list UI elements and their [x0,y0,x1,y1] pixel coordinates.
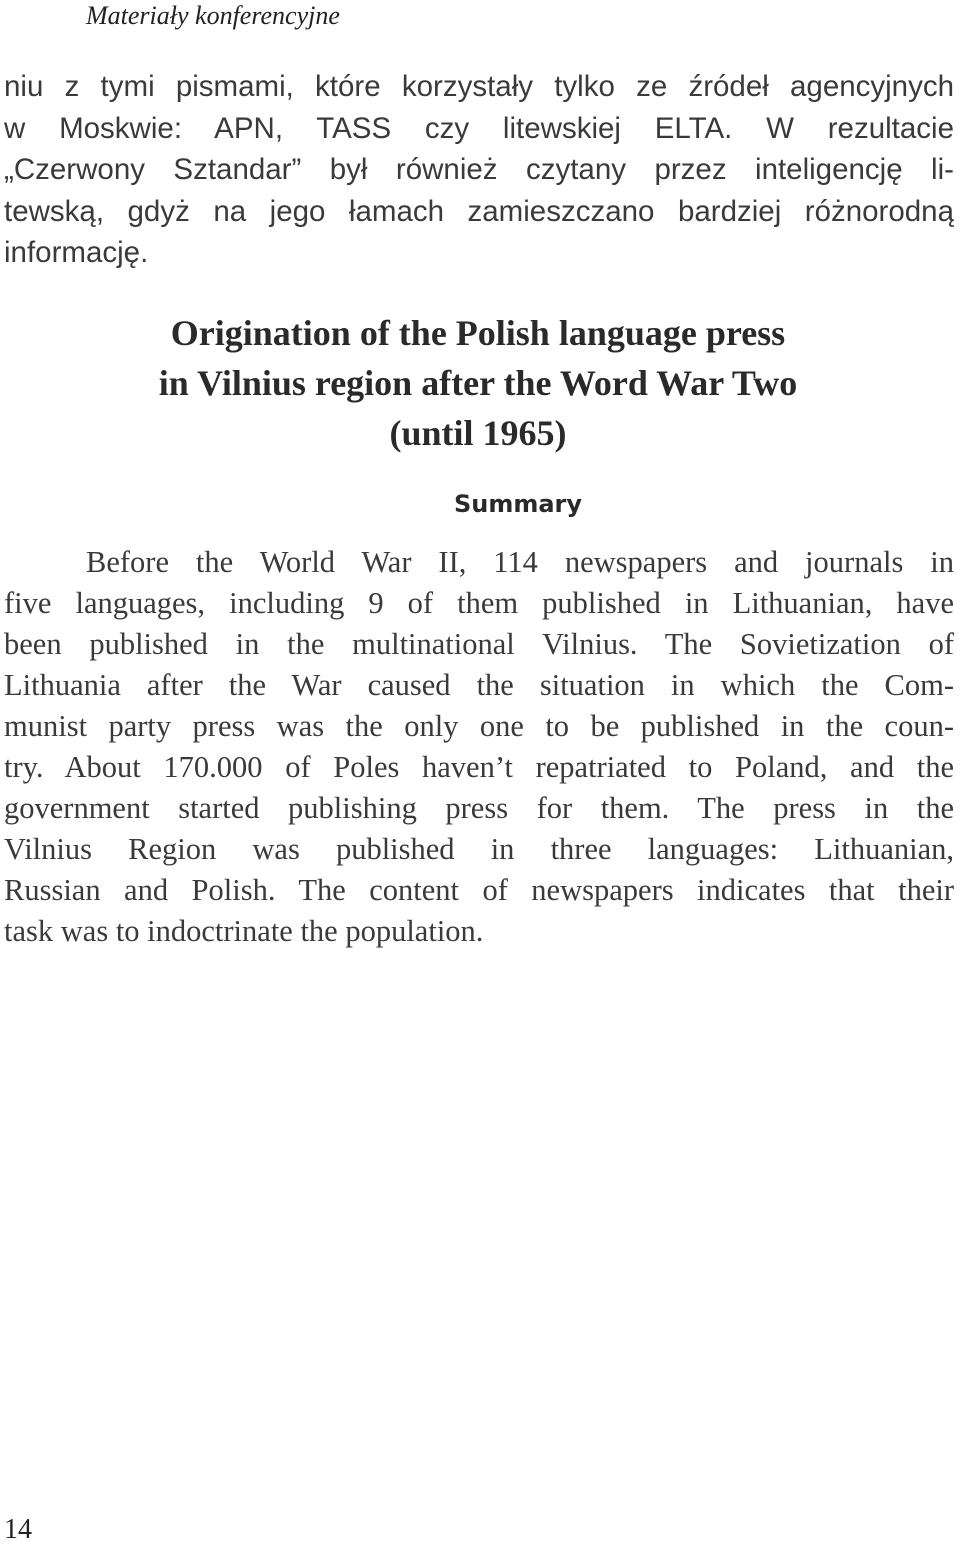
page-number: 14 [4,1514,32,1545]
continuation-paragraph [4,66,954,274]
paragraph-line: informację. [4,236,149,269]
paragraph-line: niu z tymi pismami, które korzystały tylko ze źródeł agencyjnych [4,70,954,103]
summary-line: Before the World War II, 114 newspapers and journals in [86,545,954,579]
summary-line: Vilnius Region was published in three languages: Lithuanian, [4,832,954,866]
summary-line: Russian and Polish. The content of newspapers indicates that their [4,873,954,907]
title-line: Origination of the Polish language press [170,313,786,353]
paragraph-line: tewską, gdyż na jego łamach zamieszczano bardziej różnorodną [4,194,954,228]
title-line: in Vilnius region after the Word War Two [158,363,798,403]
paragraph-line: „Czerwony Sztandar” był również czytany przez inteligencję li- [4,153,954,186]
title-line: (until 1965) [389,413,567,453]
summary-line: five languages, including 9 of them published in Lithuanian, have [4,586,954,620]
paragraph-line: w Moskwie: APN, TASS czy litewskiej ELTA. W rezultacie [4,111,954,145]
summary-line: Lithuania after the War caused the situation in which the Com- [4,668,954,702]
summary-line: been published in the multinational Vilnius. The Sovietization of [4,627,954,661]
running-header: Materiały konferencyjne [86,1,340,30]
summary-line: task was to indoctrinate the population. [4,914,484,948]
summary-heading: Summary [453,490,583,518]
summary-line: try. About 170.000 of Poles haven’t repatriated to Poland, and the [4,750,954,784]
summary-line: munist party press was the only one to be published in the coun- [4,709,954,743]
article-title [0,308,956,458]
summary-line: government started publishing press for them. The press in the [4,791,954,825]
summary-paragraph [4,542,954,952]
